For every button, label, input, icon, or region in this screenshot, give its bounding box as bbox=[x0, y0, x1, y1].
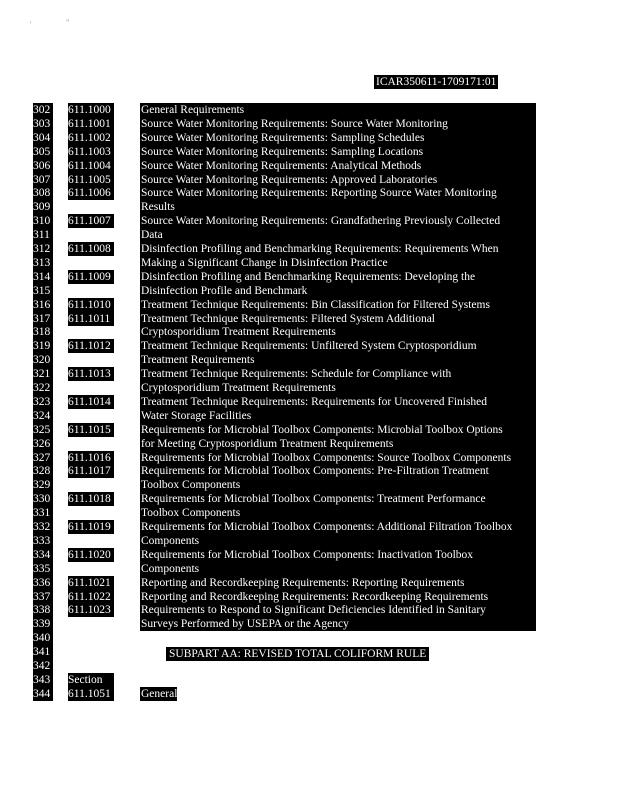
section-title: Requirements for Microbial Toolbox Components: Additional Filtration Toolbox bbox=[141, 521, 513, 533]
section-number: 611.1007 bbox=[68, 214, 114, 228]
section-title: Cryptosporidium Treatment Requirements bbox=[141, 326, 336, 338]
section-number: 611.1021 bbox=[68, 576, 114, 590]
section-title: Requirements for Microbial Toolbox Components: Treatment Performance bbox=[141, 493, 486, 505]
section-number: 611.1017 bbox=[68, 464, 114, 478]
section-number: 611.1016 bbox=[68, 451, 114, 465]
section-title: General bbox=[141, 688, 178, 700]
section-title: Water Storage Facilities bbox=[141, 410, 252, 422]
section-title: Source Water Monitoring Requirements: Analytical Methods bbox=[141, 160, 422, 172]
line-number: 339 bbox=[33, 617, 53, 631]
line-number: 304 bbox=[33, 131, 53, 145]
line-number: 334 bbox=[33, 548, 53, 562]
section-number: 611.1012 bbox=[68, 339, 114, 353]
section-number: 611.1014 bbox=[68, 395, 114, 409]
section-title: Treatment Technique Requirements: Bin Classification for Filtered Systems bbox=[141, 299, 490, 311]
line-number: 329 bbox=[33, 478, 53, 492]
line-number: 317 bbox=[33, 312, 53, 326]
section-title: Treatment Technique Requirements: Unfiltered System Cryptosporidium bbox=[141, 340, 477, 352]
line-number: 336 bbox=[33, 576, 53, 590]
section-title: Data bbox=[141, 229, 163, 241]
scan-mark: ' bbox=[30, 20, 32, 29]
section-number: 611.1022 bbox=[68, 590, 114, 604]
line-number: 323 bbox=[33, 395, 53, 409]
section-title: Toolbox Components bbox=[141, 507, 241, 519]
line-number: 338 bbox=[33, 603, 53, 617]
line-number: 335 bbox=[33, 562, 53, 576]
section-number: 611.1005 bbox=[68, 173, 114, 187]
section-title: Source Water Monitoring Requirements: Source Water Monitoring bbox=[141, 118, 448, 130]
line-number: 327 bbox=[33, 451, 53, 465]
section-title: Source Water Monitoring Requirements: Sampling Locations bbox=[141, 146, 424, 158]
line-number: 309 bbox=[33, 200, 53, 214]
line-number: 322 bbox=[33, 381, 53, 395]
section-title: Reporting and Recordkeeping Requirements: Recordkeeping Requirements bbox=[141, 591, 489, 603]
line-number: 311 bbox=[33, 228, 53, 242]
line-number: 330 bbox=[33, 492, 53, 506]
section-number: 611.1003 bbox=[68, 145, 114, 159]
line-number: 342 bbox=[33, 659, 53, 673]
section-number: 611.1023 bbox=[68, 603, 114, 617]
line-number: 305 bbox=[33, 145, 53, 159]
section-title: Components bbox=[141, 563, 200, 575]
document-id: ICAR350611-1709171:01 bbox=[376, 76, 497, 88]
section-title: Treatment Technique Requirements: Requirements for Uncovered Finished bbox=[141, 396, 488, 408]
section-title: Results bbox=[141, 201, 175, 213]
section-title: Requirements for Microbial Toolbox Components: Pre-Filtration Treatment bbox=[141, 465, 489, 477]
section-title: General Requirements bbox=[141, 104, 245, 116]
line-number: 340 bbox=[33, 631, 53, 645]
line-number: 318 bbox=[33, 325, 53, 339]
section-number: 611.1015 bbox=[68, 423, 114, 437]
section-title: Treatment Technique Requirements: Filtered System Additional bbox=[141, 313, 436, 325]
line-number: 307 bbox=[33, 173, 53, 187]
section-title: Requirements to Respond to Significant Deficiencies Identified in Sanitary bbox=[141, 604, 486, 616]
section-number: 611.1011 bbox=[68, 312, 114, 326]
section-number: 611.1000 bbox=[68, 103, 114, 117]
line-number: 302 bbox=[33, 103, 53, 117]
section-number: 611.1019 bbox=[68, 520, 114, 534]
section-number: 611.1008 bbox=[68, 242, 114, 256]
line-number: 316 bbox=[33, 298, 53, 312]
section-title: Cryptosporidium Treatment Requirements bbox=[141, 382, 336, 394]
line-number: 344 bbox=[33, 687, 53, 701]
line-number: 321 bbox=[33, 367, 53, 381]
section-title: Reporting and Recordkeeping Requirements: Reporting Requirements bbox=[141, 577, 465, 589]
section-number: 611.1001 bbox=[68, 117, 114, 131]
line-number: 314 bbox=[33, 270, 53, 284]
section-number: 611.1004 bbox=[68, 159, 114, 173]
line-number: 306 bbox=[33, 159, 53, 173]
line-number: 319 bbox=[33, 339, 53, 353]
line-number: 331 bbox=[33, 506, 53, 520]
section-number: 611.1010 bbox=[68, 298, 114, 312]
line-number: 308 bbox=[33, 186, 53, 200]
section-number: 611.1013 bbox=[68, 367, 114, 381]
section-number: 611.1002 bbox=[68, 131, 114, 145]
line-number: 328 bbox=[33, 464, 53, 478]
line-number: 343 bbox=[33, 673, 53, 687]
section-title: Disinfection Profile and Benchmark bbox=[141, 285, 308, 297]
section-title: Requirements for Microbial Toolbox Components: Inactivation Toolbox bbox=[141, 549, 474, 561]
section-title: Requirements for Microbial Toolbox Components: Source Toolbox Components bbox=[141, 452, 512, 464]
section-title: for Meeting Cryptosporidium Treatment Requirements bbox=[141, 438, 394, 450]
section-number: 611.1020 bbox=[68, 548, 114, 562]
line-number: 320 bbox=[33, 353, 53, 367]
section-title: Disinfection Profiling and Benchmarking Requirements: Requirements When bbox=[141, 243, 499, 255]
section-title: Source Water Monitoring Requirements: Approved Laboratories bbox=[141, 174, 438, 186]
line-number: 312 bbox=[33, 242, 53, 256]
section-title: Disinfection Profiling and Benchmarking Requirements: Developing the bbox=[141, 271, 476, 283]
subpart-heading: SUBPART AA: REVISED TOTAL COLIFORM RULE bbox=[166, 647, 429, 661]
section-number: 611.1051 bbox=[68, 687, 114, 701]
line-number: 313 bbox=[33, 256, 53, 270]
line-number: 337 bbox=[33, 590, 53, 604]
line-number: 315 bbox=[33, 284, 53, 298]
line-number: 326 bbox=[33, 437, 53, 451]
section-title: Requirements for Microbial Toolbox Components: Microbial Toolbox Options bbox=[141, 424, 503, 436]
section-number: 611.1006 bbox=[68, 186, 114, 200]
section-title: Components bbox=[141, 535, 200, 547]
line-number: 333 bbox=[33, 534, 53, 548]
section-title: Treatment Requirements bbox=[141, 354, 255, 366]
line-number: 303 bbox=[33, 117, 53, 131]
section-title: Surveys Performed by USEPA or the Agency bbox=[141, 618, 349, 630]
section-number: 611.1009 bbox=[68, 270, 114, 284]
line-number: 332 bbox=[33, 520, 53, 534]
section-number: Section bbox=[68, 673, 114, 687]
section-title: Making a Significant Change in Disinfection Practice bbox=[141, 257, 388, 269]
section-title: Treatment Technique Requirements: Schedule for Compliance with bbox=[141, 368, 452, 380]
line-number: 324 bbox=[33, 409, 53, 423]
section-title: Source Water Monitoring Requirements: Sampling Schedules bbox=[141, 132, 425, 144]
section-title: Source Water Monitoring Requirements: Reporting Source Water Monitoring bbox=[141, 187, 497, 199]
line-number: 341 bbox=[33, 645, 53, 659]
line-number: 310 bbox=[33, 214, 53, 228]
scan-mark: " bbox=[66, 18, 70, 27]
section-title: Toolbox Components bbox=[141, 479, 241, 491]
section-title: Source Water Monitoring Requirements: Grandfathering Previously Collected bbox=[141, 215, 501, 227]
section-number: 611.1018 bbox=[68, 492, 114, 506]
line-number: 325 bbox=[33, 423, 53, 437]
